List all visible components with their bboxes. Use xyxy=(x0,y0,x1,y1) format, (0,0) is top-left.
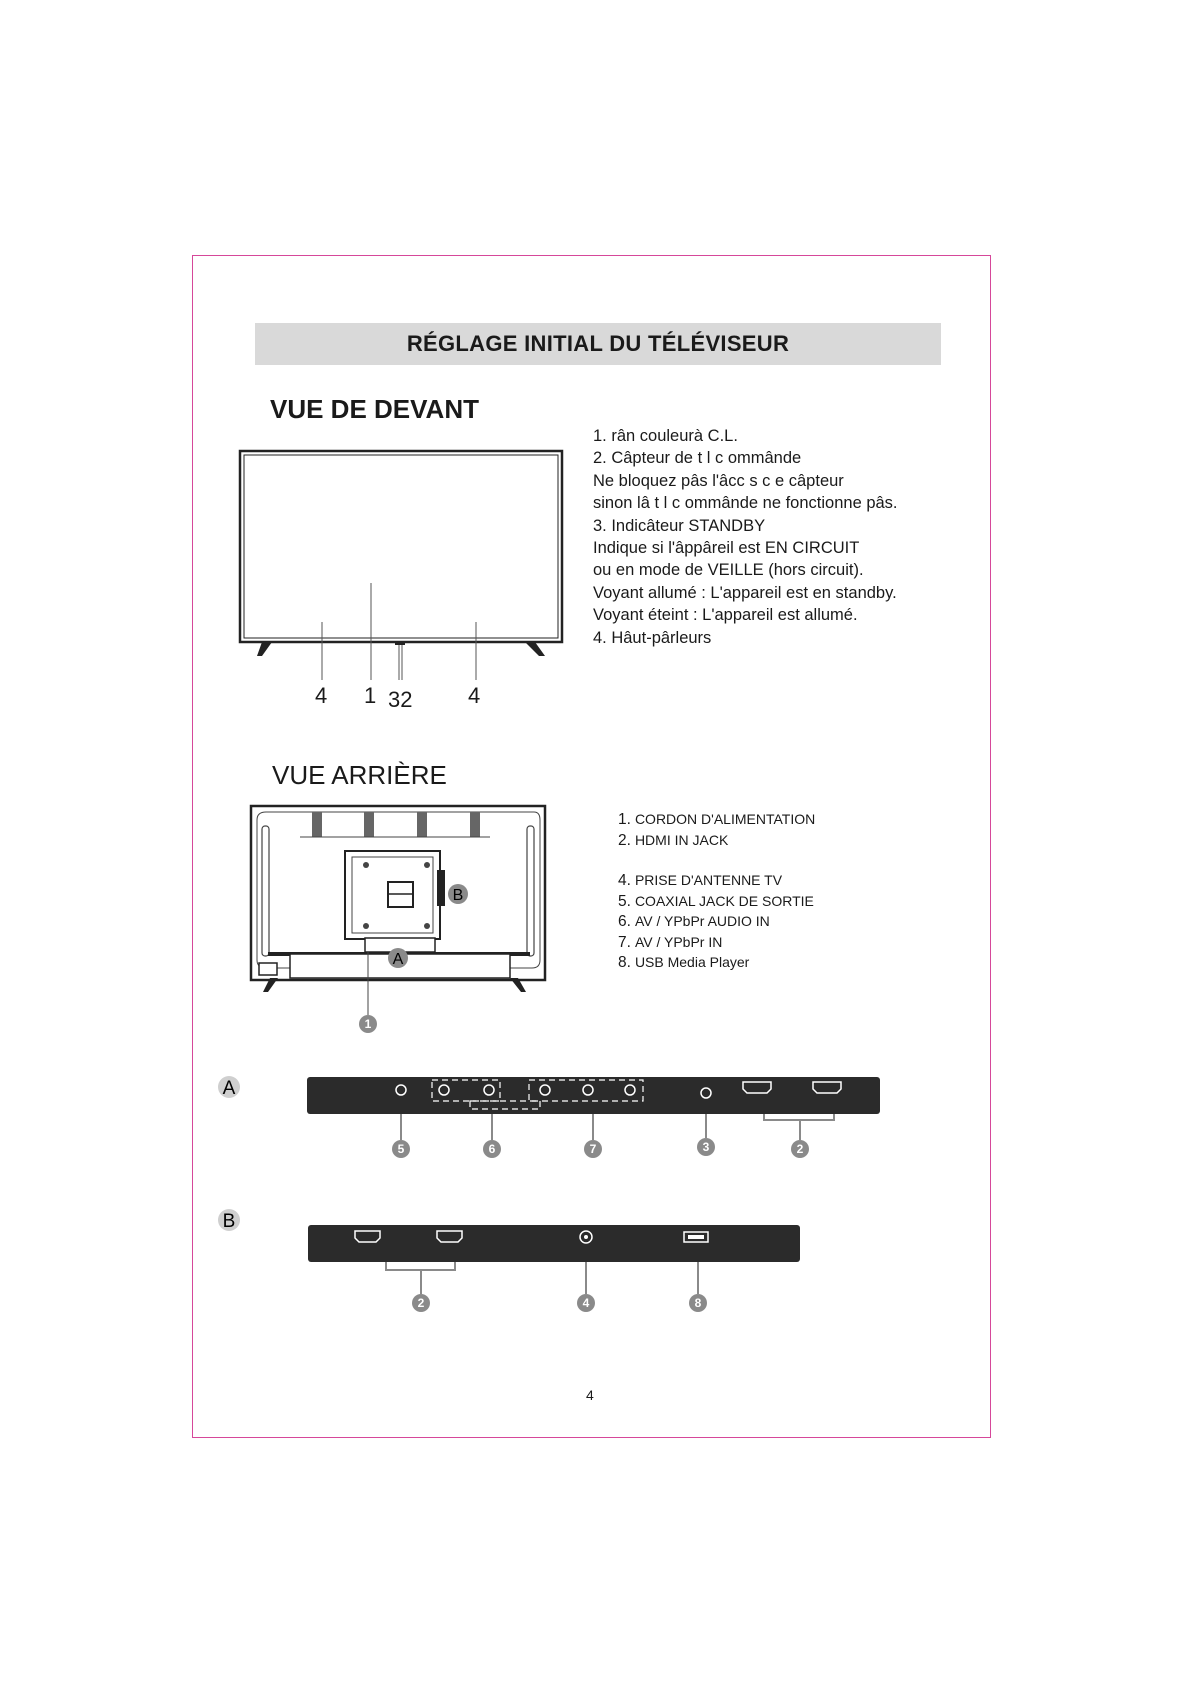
page-title: RÉGLAGE INITIAL DU TÉLÉVISEUR xyxy=(255,323,941,365)
rear-panel-a-label: A xyxy=(392,951,404,968)
panel-a-badge: 5 xyxy=(397,1142,405,1156)
panel-b-badge: 2 xyxy=(417,1296,425,1310)
panel-b-badge: 4 xyxy=(582,1296,590,1310)
front-line: ou en mode de VEILLE (hors circuit). xyxy=(593,561,864,580)
front-line: 2. Câpteur de t l c ommânde xyxy=(593,449,802,468)
panel-a-badge: 7 xyxy=(589,1142,597,1156)
callout-left-speaker: 4 xyxy=(315,683,328,708)
front-line: Indique si l'âppâreil est EN CIRCUIT xyxy=(593,539,860,558)
front-line: 4. Hâut-pârleurs xyxy=(593,628,712,647)
front-line: sinon lâ t l c ommânde ne fonctionne pâs. xyxy=(593,494,898,513)
panel-a-badge: 6 xyxy=(488,1142,496,1156)
power-cord-badge: 1 xyxy=(364,1017,372,1031)
front-line: Ne bloquez pâs l'âcc s c e câpteur xyxy=(593,471,844,490)
panel-b-label: B xyxy=(222,1211,236,1232)
panel-b-badge: 8 xyxy=(694,1296,702,1310)
rear-list-item: 7. AV / YPbPr IN xyxy=(618,933,723,951)
rear-list-item: 5. COAXIAL JACK DE SORTIE xyxy=(618,892,814,910)
callout-sensors: 32 xyxy=(388,687,413,712)
front-line: 1. rân couleurà C.L. xyxy=(593,427,738,445)
callout-screen: 1 xyxy=(364,683,377,708)
panel-a-badge: 3 xyxy=(702,1140,710,1154)
rear-list-item: 6. AV / YPbPr AUDIO IN xyxy=(618,913,770,930)
panel-a-label: A xyxy=(222,1078,236,1099)
page-number: 4 xyxy=(586,1387,594,1403)
front-view-heading: VUE DE DEVANT xyxy=(270,394,479,424)
rear-list-item: 2. HDMI IN JACK xyxy=(618,831,729,849)
front-line: 3. Indicâteur STANDBY xyxy=(593,516,766,535)
rear-list-item: 4. PRISE D'ANTENNE TV xyxy=(618,872,783,889)
callout-right-speaker: 4 xyxy=(468,683,481,708)
front-line: Voyant éteint : L'appareil est allumé. xyxy=(593,606,858,625)
rear-view-heading: VUE ARRIÈRE xyxy=(272,760,447,790)
front-line: Voyant allumé : L'appareil est en standby. xyxy=(593,583,897,602)
rear-panel-b-label: B xyxy=(452,887,464,904)
rear-list-item: 8. USB Media Player xyxy=(618,954,750,971)
panel-a-badge: 2 xyxy=(796,1142,804,1156)
rear-list-item: 1. CORDON D'ALIMENTATION xyxy=(618,811,816,828)
